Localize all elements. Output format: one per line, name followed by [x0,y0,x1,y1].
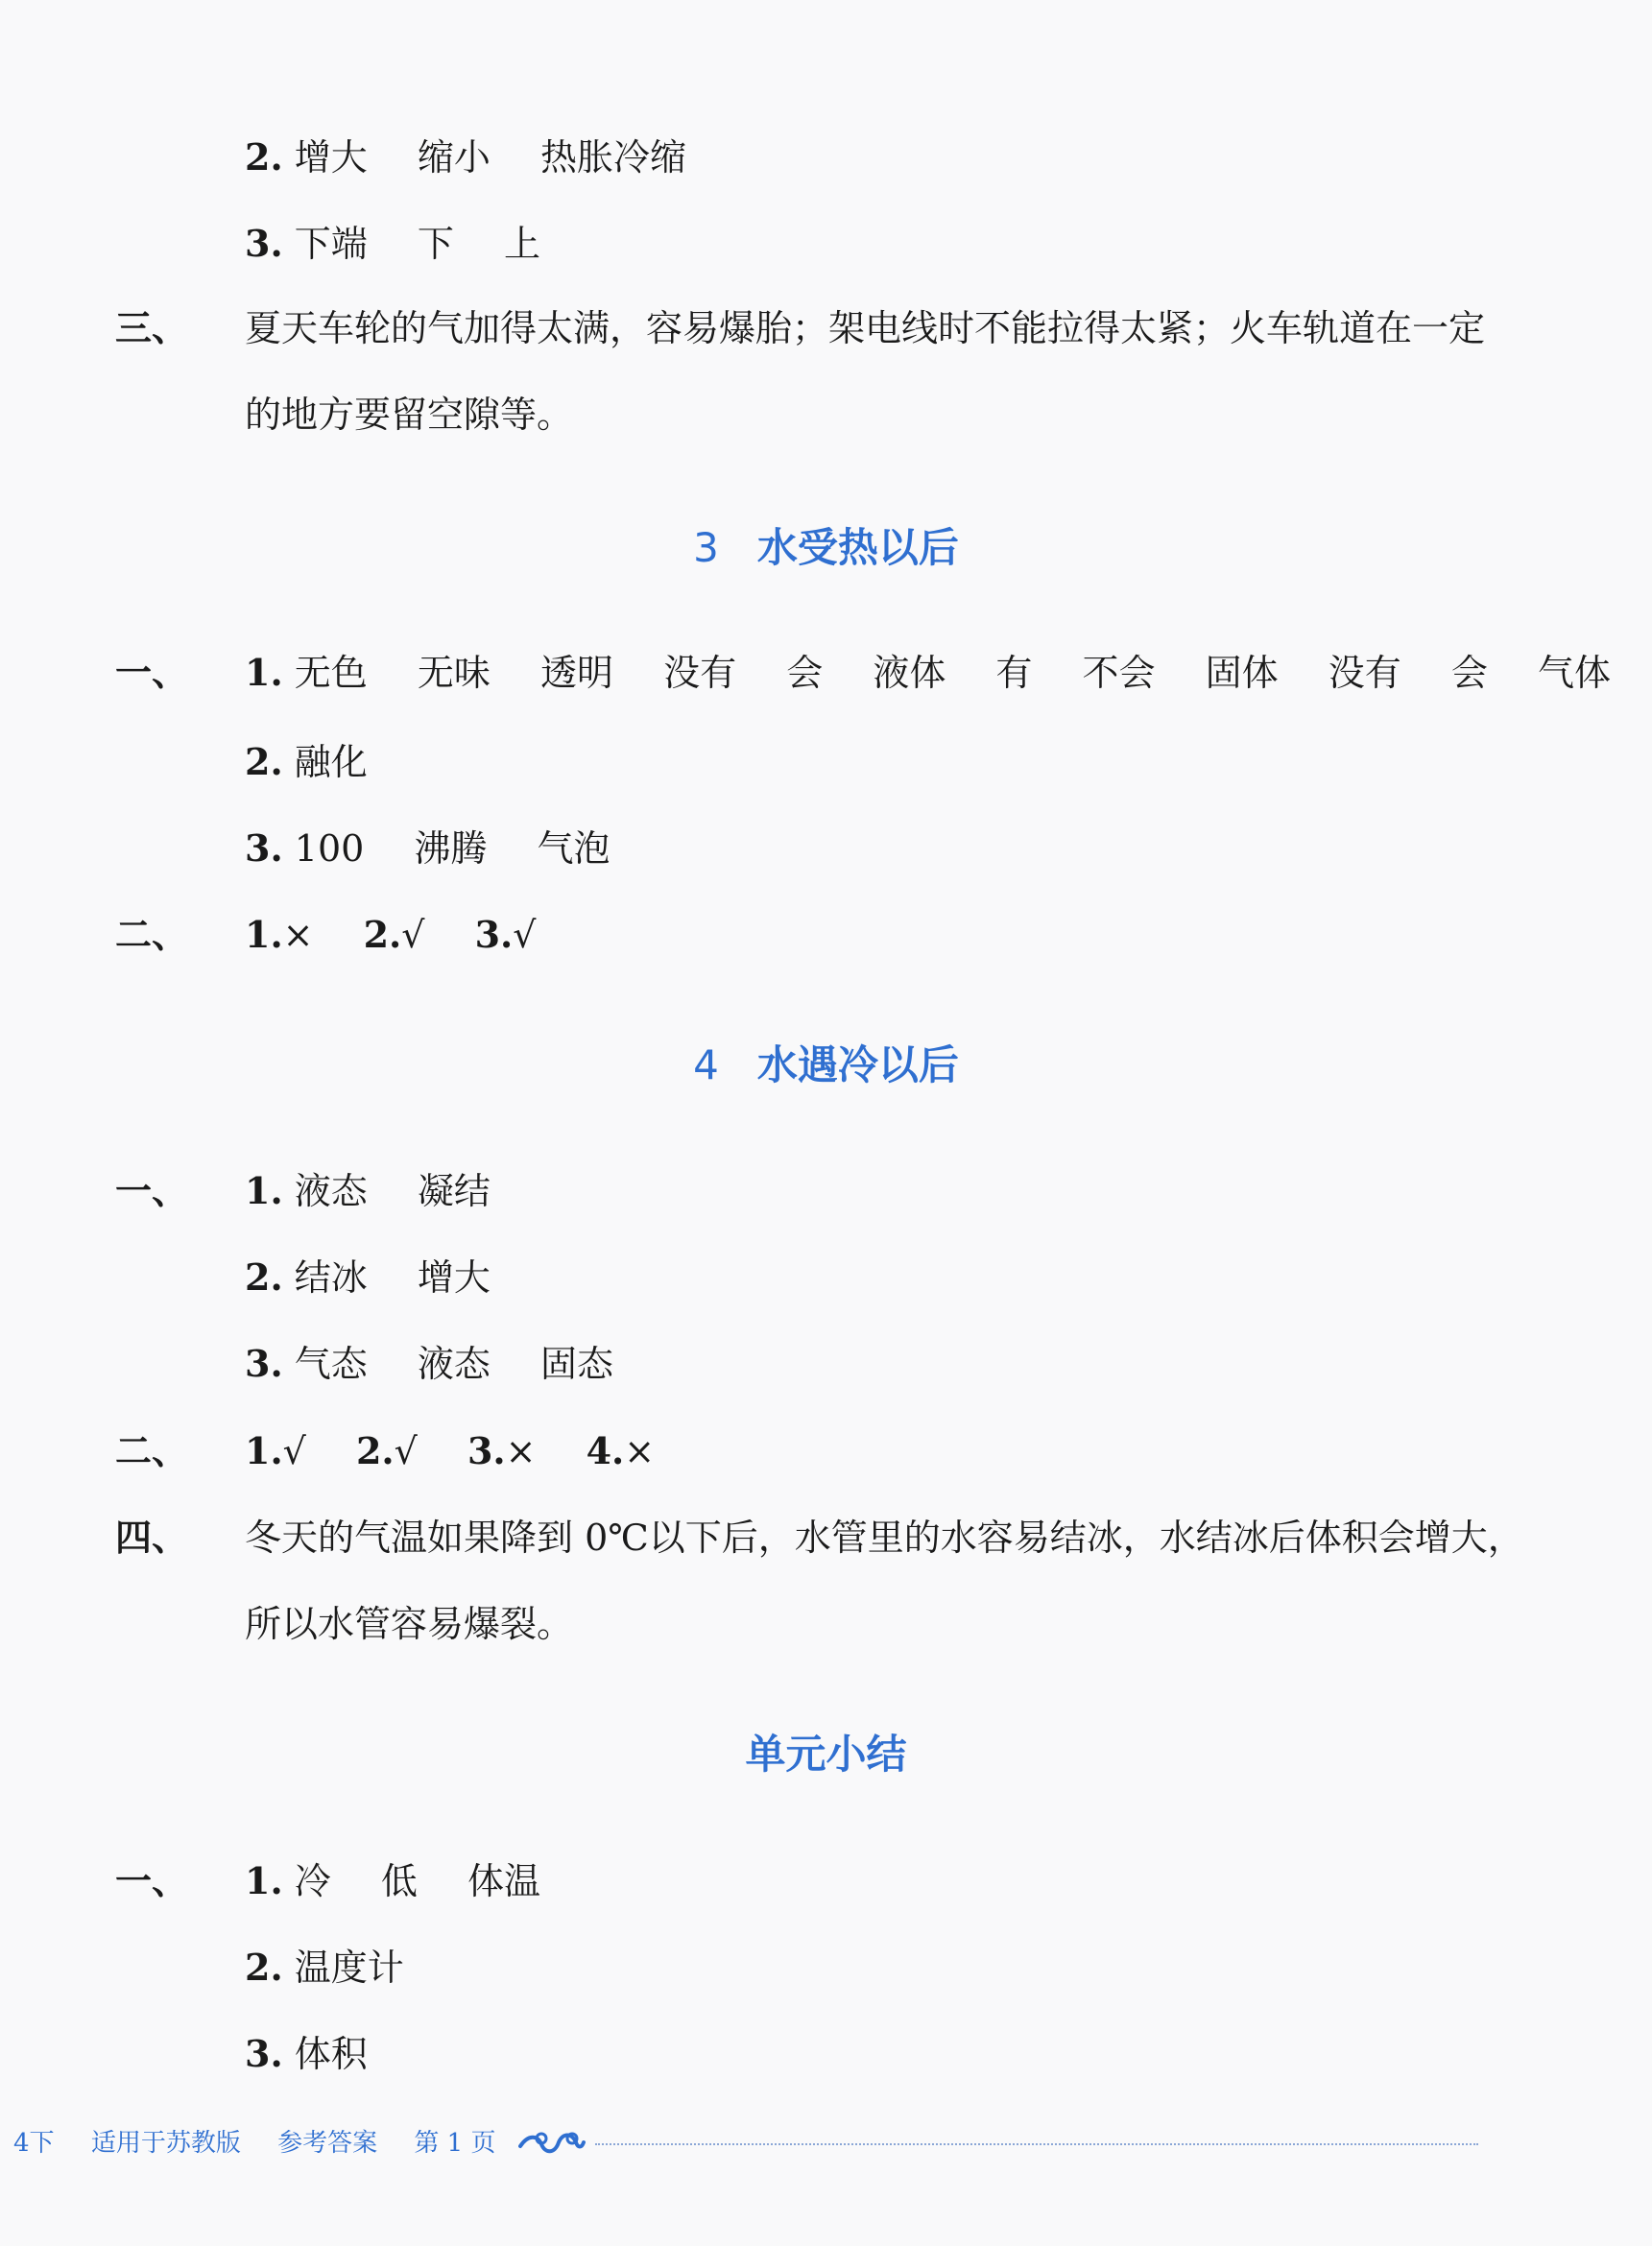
lesson-heading [0,1039,1652,1092]
item-number: 2. [355,1429,395,1472]
section-label: 二、 [115,1429,189,1472]
answer-paragraph-line: 所以水管容易爆裂。 [245,1603,574,1645]
answer-line [245,650,1611,696]
answer-item [364,912,425,958]
answer-token: 融化 [294,741,368,783]
item-number: 3. [474,913,514,956]
answer-line [245,1945,404,1991]
answer-mark: √ [401,914,425,956]
footer-page: 第 1 页 [414,2129,496,2158]
answer-token: 凝结 [417,1170,491,1212]
answer-token: 缩小 [417,136,491,179]
answer-line [245,739,368,785]
item-number: 3. [245,2032,283,2075]
answer-token: 气体 [1537,652,1611,694]
lesson-heading [0,521,1652,575]
answer-token: 冷 [294,1860,331,1902]
section-label: 四、 [115,1516,189,1559]
item-number: 3. [245,1342,283,1385]
answer-token: 低 [380,1860,418,1902]
answer-token: 会 [1450,652,1488,694]
answer-token: 没有 [663,652,737,694]
footer-divider [595,2143,1478,2145]
answer-line [245,1168,491,1214]
answer-mark: × [624,1430,656,1472]
footer-doc: 参考答案 [277,2129,378,2158]
section-label: 一、 [115,1169,189,1212]
answer-token: 液体 [873,652,946,694]
wave-ornament-icon [518,2125,586,2158]
lesson-number: 3 [693,524,719,571]
answer-token: 结冰 [294,1256,368,1299]
item-number: 1. [245,1169,283,1212]
answer-item [587,1428,656,1474]
page-footer [13,2127,524,2160]
answer-item [356,1428,418,1474]
answer-token: 下端 [294,223,368,265]
section-label: 三、 [115,306,189,349]
answer-line [245,2031,368,2077]
answer-line [245,1254,491,1301]
section-label: 一、 [115,1859,189,1902]
item-number: 2. [245,1255,283,1299]
answer-token: 固体 [1205,652,1279,694]
item-number: 1. [245,651,283,694]
answer-token: 有 [995,652,1033,694]
answer-paragraph-line: 冬天的气温如果降到 0℃以下后，水管里的水容易结冰，水结冰后体积会增大， [245,1517,1524,1559]
answer-token: 液态 [417,1343,491,1385]
answer-token: 气态 [294,1343,368,1385]
answer-token: 沸腾 [414,827,488,870]
answer-token: 温度计 [294,1947,404,1989]
footer-edition: 适用于苏教版 [90,2129,241,2158]
answer-token: 上 [503,223,540,265]
section-label: 二、 [115,913,189,956]
answer-line [245,1341,613,1387]
answer-line [245,825,611,872]
item-number: 1. [245,1429,283,1472]
item-number: 3. [245,222,283,265]
answer-token: 气泡 [537,827,611,870]
footer-grade: 4下 [13,2129,55,2158]
lesson-title: 水遇冷以后 [756,1041,959,1088]
answer-token: 100 [294,827,365,870]
answer-token: 体积 [294,2033,368,2075]
answer-mark: √ [282,1430,306,1472]
answer-item [467,1428,537,1474]
answer-line [245,221,540,267]
item-number: 4. [586,1429,625,1472]
lesson-number: 4 [693,1041,719,1088]
answer-mark: × [282,914,314,956]
answer-token: 增大 [294,136,368,179]
answer-mark: √ [394,1430,418,1472]
answer-token: 下 [417,223,454,265]
answer-token: 体温 [467,1860,540,1902]
item-number: 2. [245,135,283,179]
answer-token: 无色 [294,652,368,694]
answer-mark: × [505,1430,537,1472]
answer-paragraph-line: 夏天车轮的气加得太满，容易爆胎；架电线时不能拉得太紧；火车轨道在一定 [245,307,1486,349]
answer-token: 液态 [294,1170,368,1212]
answer-token: 没有 [1328,652,1401,694]
answer-token: 无味 [417,652,491,694]
answer-token: 热胀冷缩 [539,136,686,179]
item-number: 2. [245,1946,283,1989]
answer-token: 会 [786,652,824,694]
item-number: 2. [245,740,283,783]
item-number: 3. [467,1429,506,1472]
answer-line [245,1428,655,1474]
answer-line [245,134,686,180]
item-number: 1. [245,913,283,956]
item-number: 1. [245,1859,283,1902]
answer-token: 透明 [539,652,613,694]
answer-token: 增大 [417,1256,491,1299]
unit-summary-heading: 单元小结 [745,1731,907,1778]
item-number: 2. [363,913,402,956]
answer-item [245,1428,306,1474]
answer-token: 固态 [539,1343,613,1385]
answer-paragraph-line: 的地方要留空隙等。 [245,394,574,436]
answer-item [475,912,537,958]
item-number: 3. [245,826,283,870]
answer-mark: √ [513,914,537,956]
answer-token: 不会 [1082,652,1156,694]
answer-line [245,1858,540,1904]
answer-line [245,912,536,958]
answer-item [245,912,314,958]
lesson-title: 水受热以后 [756,524,959,571]
section-label: 一、 [115,651,189,694]
